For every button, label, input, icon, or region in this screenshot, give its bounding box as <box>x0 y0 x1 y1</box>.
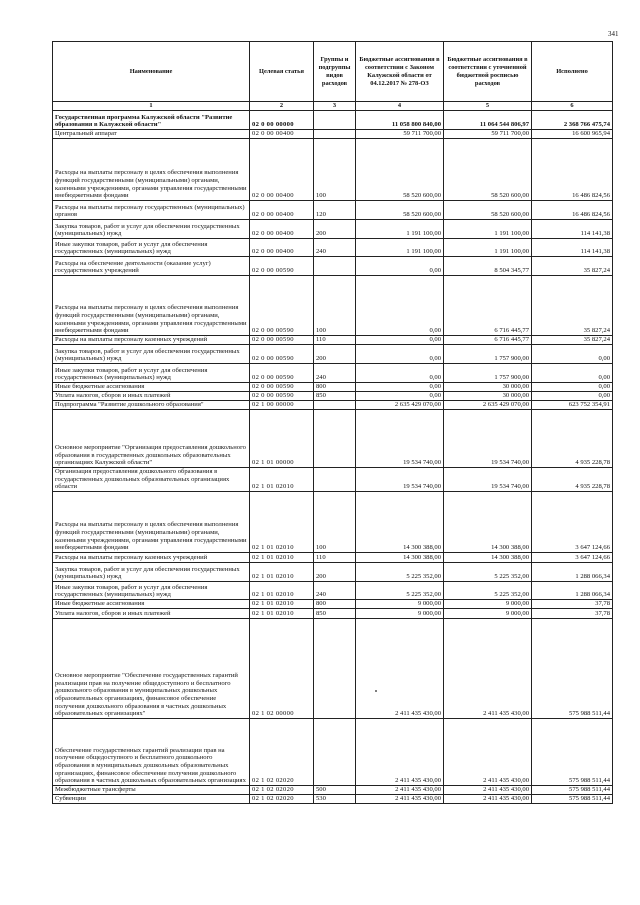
row-budget-law: 58 520 600,00 <box>356 201 444 220</box>
row-budget-law: 59 711 700,00 <box>356 130 444 139</box>
table-row <box>53 239 613 257</box>
row-budget-law: 9 000,00 <box>356 599 444 608</box>
budget-execution-table <box>52 41 613 804</box>
table-row <box>53 794 613 803</box>
table-row <box>53 562 613 581</box>
row-target-article: 02 0 00 00400 <box>250 220 314 239</box>
row-name: Иные бюджетные ассигнования <box>53 599 250 608</box>
row-name: Межбюджетные трансферты <box>53 785 250 794</box>
row-target-article: 02 1 01 00000 <box>250 410 314 468</box>
row-budget-revised: 2 411 435 430,00 <box>444 618 532 718</box>
row-expense-group <box>314 618 356 718</box>
table-row <box>53 257 613 276</box>
column-number: 4 <box>356 102 444 111</box>
row-expense-group: 200 <box>314 562 356 581</box>
row-executed: 37,78 <box>532 608 613 618</box>
row-executed: 1 288 066,34 <box>532 562 613 581</box>
row-target-article: 02 1 01 02010 <box>250 468 314 492</box>
table-row <box>53 345 613 364</box>
row-target-article: 02 0 00 00400 <box>250 130 314 139</box>
row-target-article: 02 0 00 00590 <box>250 392 314 401</box>
row-target-article: 02 0 00 00400 <box>250 201 314 220</box>
row-executed: 114 141,38 <box>532 239 613 257</box>
table-row <box>53 392 613 401</box>
row-budget-law: 5 225 352,00 <box>356 581 444 599</box>
row-budget-law: 19 534 740,00 <box>356 468 444 492</box>
row-budget-revised: 14 300 388,00 <box>444 552 532 562</box>
header-executed: Исполнено <box>532 42 613 102</box>
row-name: Основное мероприятие "Организация предоставления дошкольного образования в государственных дошкольных образовательных организациях Калужской области" <box>53 410 250 468</box>
row-executed: 3 647 124,66 <box>532 552 613 562</box>
row-expense-group: 200 <box>314 345 356 364</box>
row-name: Иные закупки товаров, работ и услуг для обеспечения государственных (муниципальных) нужд <box>53 581 250 599</box>
row-name: Расходы на выплаты персоналу государственных (муниципальных) органов <box>53 201 250 220</box>
row-executed: 0,00 <box>532 345 613 364</box>
column-number-row <box>53 102 613 111</box>
table-row <box>53 410 613 468</box>
row-executed: 35 827,24 <box>532 257 613 276</box>
scan-speck <box>375 690 377 692</box>
row-expense-group: 200 <box>314 220 356 239</box>
row-budget-law: 11 058 800 840,00 <box>356 111 444 130</box>
row-executed: 0,00 <box>532 364 613 383</box>
row-budget-revised: 58 520 600,00 <box>444 201 532 220</box>
row-target-article: 02 1 02 02020 <box>250 718 314 785</box>
table-row <box>53 581 613 599</box>
row-expense-group <box>314 410 356 468</box>
row-budget-revised: 1 757 900,00 <box>444 364 532 383</box>
row-budget-law: 2 411 435 430,00 <box>356 618 444 718</box>
row-executed: 575 988 511,44 <box>532 785 613 794</box>
row-expense-group: 800 <box>314 383 356 392</box>
row-name: Иные закупки товаров, работ и услуг для обеспечения государственных (муниципальных) нужд <box>53 239 250 257</box>
row-name: Иные закупки товаров, работ и услуг для обеспечения государственных (муниципальных) нужд <box>53 364 250 383</box>
row-expense-group: 110 <box>314 552 356 562</box>
row-name: Закупка товаров, работ и услуг для обеспечения государственных (муниципальных) нужд <box>53 220 250 239</box>
column-number: 6 <box>532 102 613 111</box>
row-executed: 35 827,24 <box>532 336 613 345</box>
header-target-article: Целевая статья <box>250 42 314 102</box>
row-executed: 4 935 228,78 <box>532 410 613 468</box>
table-row <box>53 383 613 392</box>
table-row <box>53 401 613 410</box>
row-executed: 16 486 824,56 <box>532 139 613 201</box>
header-expense-groups: Группы и подгруппы видов расходов <box>314 42 356 102</box>
row-target-article: 02 1 01 02010 <box>250 599 314 608</box>
row-expense-group: 530 <box>314 794 356 803</box>
row-target-article: 02 0 00 00590 <box>250 336 314 345</box>
row-executed: 0,00 <box>532 392 613 401</box>
row-expense-group <box>314 257 356 276</box>
row-name: Расходы на выплаты персоналу казенных учреждений <box>53 552 250 562</box>
table-row <box>53 491 613 552</box>
row-budget-revised: 2 635 429 070,00 <box>444 401 532 410</box>
row-budget-law: 1 191 100,00 <box>356 239 444 257</box>
row-budget-revised: 1 191 100,00 <box>444 239 532 257</box>
row-name: Уплата налогов, сборов и иных платежей <box>53 608 250 618</box>
row-target-article: 02 0 00 00590 <box>250 276 314 336</box>
row-budget-revised: 30 000,00 <box>444 392 532 401</box>
row-budget-revised: 5 225 352,00 <box>444 562 532 581</box>
row-budget-law: 14 300 388,00 <box>356 552 444 562</box>
row-name: Закупка товаров, работ и услуг для обеспечения государственных (муниципальных) нужд <box>53 562 250 581</box>
row-budget-revised: 2 411 435 430,00 <box>444 718 532 785</box>
row-budget-law: 19 534 740,00 <box>356 410 444 468</box>
table-row <box>53 201 613 220</box>
row-executed: 114 141,38 <box>532 220 613 239</box>
row-expense-group: 850 <box>314 608 356 618</box>
row-budget-revised: 6 716 445,77 <box>444 336 532 345</box>
row-budget-law: 1 191 100,00 <box>356 220 444 239</box>
row-budget-revised: 5 225 352,00 <box>444 581 532 599</box>
table-row <box>53 364 613 383</box>
row-budget-law: 14 300 388,00 <box>356 491 444 552</box>
row-target-article: 02 1 01 02010 <box>250 608 314 618</box>
table-row <box>53 468 613 492</box>
row-budget-law: 0,00 <box>356 257 444 276</box>
row-budget-law: 9 000,00 <box>356 608 444 618</box>
table-row <box>53 111 613 130</box>
row-expense-group <box>314 111 356 130</box>
page-number: 341 <box>608 30 619 38</box>
row-target-article: 02 0 00 00400 <box>250 139 314 201</box>
row-budget-law: 0,00 <box>356 276 444 336</box>
row-target-article: 02 1 01 02010 <box>250 562 314 581</box>
row-target-article: 02 0 00 00590 <box>250 345 314 364</box>
column-number: 5 <box>444 102 532 111</box>
row-budget-law: 2 635 429 070,00 <box>356 401 444 410</box>
row-name: Основное мероприятие "Обеспечение государственных гарантий реализации прав на получение общедоступного и бесплатного дошкольного образования в муниципальных дошкольных образовательных организациях, финансовое обеспечение получения дошкольного образования в частных дошкольных образовательных организациях" <box>53 618 250 718</box>
table-row <box>53 139 613 201</box>
header-budget-law: Бюджетные ассигнования в соответствии с Законом Калужской области от 04.12.2017 № 278-ОЗ <box>356 42 444 102</box>
row-target-article: 02 1 01 02010 <box>250 581 314 599</box>
row-target-article: 02 0 00 00000 <box>250 111 314 130</box>
row-executed: 575 988 511,44 <box>532 718 613 785</box>
row-budget-revised: 19 534 740,00 <box>444 410 532 468</box>
row-executed: 16 600 965,94 <box>532 130 613 139</box>
row-budget-revised: 9 000,00 <box>444 608 532 618</box>
row-name: Государственная программа Калужской области "Развитие образования в Калужской области" <box>53 111 250 130</box>
row-name: Центральный аппарат <box>53 130 250 139</box>
row-expense-group: 120 <box>314 201 356 220</box>
row-budget-revised: 59 711 700,00 <box>444 130 532 139</box>
row-budget-law: 0,00 <box>356 336 444 345</box>
row-executed: 575 988 511,44 <box>532 618 613 718</box>
row-target-article: 02 0 00 00590 <box>250 383 314 392</box>
table-row <box>53 608 613 618</box>
table-row <box>53 130 613 139</box>
header-budget-revised: Бюджетные ассигнования в соответствии с уточненной бюджетной росписью расходов <box>444 42 532 102</box>
row-executed: 4 935 228,78 <box>532 468 613 492</box>
table-header-row <box>53 42 613 102</box>
row-budget-law: 0,00 <box>356 364 444 383</box>
table-row <box>53 336 613 345</box>
row-expense-group <box>314 401 356 410</box>
row-name: Закупка товаров, работ и услуг для обеспечения государственных (муниципальных) нужд <box>53 345 250 364</box>
row-budget-law: 5 225 352,00 <box>356 562 444 581</box>
row-expense-group: 100 <box>314 276 356 336</box>
table-row <box>53 599 613 608</box>
column-number: 1 <box>53 102 250 111</box>
table-row <box>53 618 613 718</box>
row-name: Расходы на выплаты персоналу казенных учреждений <box>53 336 250 345</box>
row-expense-group: 850 <box>314 392 356 401</box>
row-executed: 1 288 066,34 <box>532 581 613 599</box>
row-target-article: 02 1 02 00000 <box>250 618 314 718</box>
table-row <box>53 552 613 562</box>
row-budget-law: 2 411 435 430,00 <box>356 718 444 785</box>
row-budget-law: 0,00 <box>356 345 444 364</box>
row-budget-revised: 11 064 544 806,97 <box>444 111 532 130</box>
row-budget-law: 2 411 435 430,00 <box>356 794 444 803</box>
row-expense-group: 800 <box>314 599 356 608</box>
row-target-article: 02 0 00 00590 <box>250 257 314 276</box>
row-budget-law: 58 520 600,00 <box>356 139 444 201</box>
row-target-article: 02 1 02 02020 <box>250 785 314 794</box>
row-name: Субвенции <box>53 794 250 803</box>
row-expense-group: 240 <box>314 239 356 257</box>
row-budget-revised: 30 000,00 <box>444 383 532 392</box>
row-budget-revised: 1 757 900,00 <box>444 345 532 364</box>
row-name: Иные бюджетные ассигнования <box>53 383 250 392</box>
row-budget-law: 0,00 <box>356 383 444 392</box>
row-target-article: 02 1 02 02020 <box>250 794 314 803</box>
column-number: 3 <box>314 102 356 111</box>
row-budget-law: 2 411 435 430,00 <box>356 785 444 794</box>
row-expense-group: 100 <box>314 491 356 552</box>
row-target-article: 02 1 01 02010 <box>250 491 314 552</box>
row-expense-group: 110 <box>314 336 356 345</box>
row-executed: 16 486 824,56 <box>532 201 613 220</box>
row-budget-revised: 19 534 740,00 <box>444 468 532 492</box>
row-budget-revised: 9 000,00 <box>444 599 532 608</box>
row-name: Расходы на выплаты персоналу в целях обеспечения выполнения функций государственными (муниципальными) органами, казенными учреждениями, органами управления государственными внебюджетными фондами <box>53 491 250 552</box>
row-target-article: 02 0 00 00590 <box>250 364 314 383</box>
row-expense-group: 240 <box>314 581 356 599</box>
row-name: Подпрограмма "Развитие дошкольного образования" <box>53 401 250 410</box>
row-executed: 575 988 511,44 <box>532 794 613 803</box>
row-executed: 37,78 <box>532 599 613 608</box>
row-name: Организация предоставления дошкольного образования в государственных дошкольных образовательных организациях области <box>53 468 250 492</box>
row-name: Обеспечение государственных гарантий реализации прав на получение общедоступного и бесплатного дошкольного образования в муниципальных дошкольных образовательных организациях, финансовое обеспечение получения дошкольного образования в частных дошкольных образовательных организациях <box>53 718 250 785</box>
row-budget-revised: 14 300 388,00 <box>444 491 532 552</box>
row-budget-law: 0,00 <box>356 392 444 401</box>
row-expense-group <box>314 130 356 139</box>
row-expense-group <box>314 468 356 492</box>
table-row <box>53 718 613 785</box>
row-executed: 623 752 354,91 <box>532 401 613 410</box>
table-row <box>53 785 613 794</box>
row-budget-revised: 1 191 100,00 <box>444 220 532 239</box>
row-target-article: 02 1 00 00000 <box>250 401 314 410</box>
row-executed: 2 368 766 475,74 <box>532 111 613 130</box>
header-name: Наименование <box>53 42 250 102</box>
row-name: Расходы на обеспечение деятельности (оказание услуг) государственных учреждений <box>53 257 250 276</box>
row-target-article: 02 1 01 02010 <box>250 552 314 562</box>
row-budget-revised: 8 504 345,77 <box>444 257 532 276</box>
row-expense-group: 240 <box>314 364 356 383</box>
row-name: Расходы на выплаты персоналу в целях обеспечения выполнения функций государственными (муниципальными) органами, казенными учреждениями, органами управления государственными внебюджетными фондами <box>53 276 250 336</box>
row-budget-revised: 2 411 435 430,00 <box>444 794 532 803</box>
row-budget-revised: 2 411 435 430,00 <box>444 785 532 794</box>
row-executed: 0,00 <box>532 383 613 392</box>
table-row <box>53 220 613 239</box>
row-budget-revised: 58 520 600,00 <box>444 139 532 201</box>
row-expense-group <box>314 718 356 785</box>
row-executed: 35 827,24 <box>532 276 613 336</box>
row-expense-group: 100 <box>314 139 356 201</box>
row-name: Уплата налогов, сборов и иных платежей <box>53 392 250 401</box>
column-number: 2 <box>250 102 314 111</box>
row-name: Расходы на выплаты персоналу в целях обеспечения выполнения функций государственными (муниципальными) органами, казенными учреждениями, органами управления государственными внебюджетными фондами <box>53 139 250 201</box>
row-executed: 3 647 124,66 <box>532 491 613 552</box>
row-expense-group: 500 <box>314 785 356 794</box>
row-budget-revised: 6 716 445,77 <box>444 276 532 336</box>
table-row <box>53 276 613 336</box>
row-target-article: 02 0 00 00400 <box>250 239 314 257</box>
